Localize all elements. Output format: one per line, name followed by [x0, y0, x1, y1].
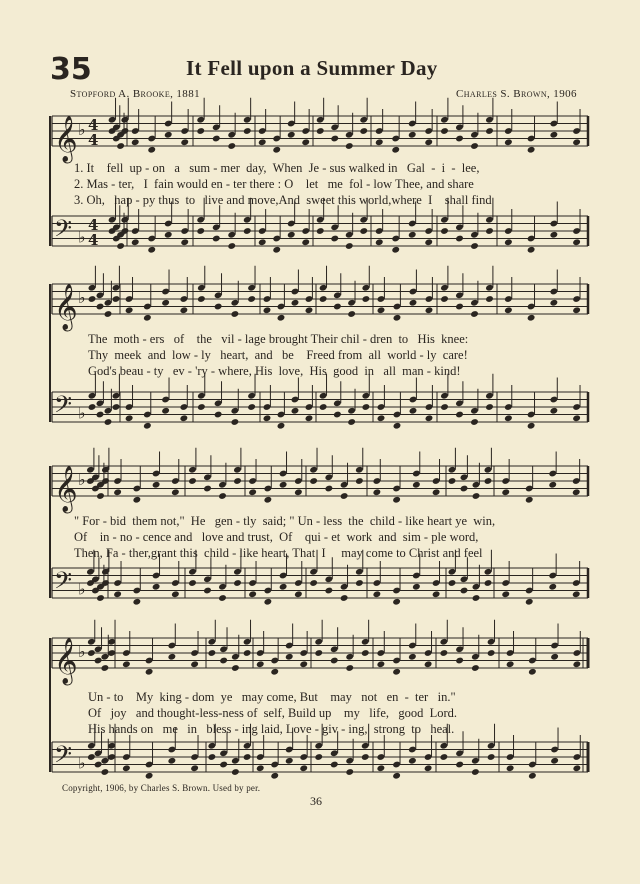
note-head — [455, 411, 464, 419]
note-head — [550, 653, 559, 661]
note-head — [319, 295, 328, 303]
note-head — [171, 488, 180, 496]
flat-sign-icon: ♭ — [78, 470, 86, 489]
flat-sign-icon: ♭ — [78, 227, 86, 247]
note-head — [528, 668, 537, 676]
note-head — [277, 422, 286, 430]
note-head — [247, 403, 256, 411]
note-head — [455, 761, 464, 769]
note-head — [190, 764, 199, 772]
note-head — [572, 414, 581, 422]
note-head — [256, 660, 265, 668]
note-head — [171, 590, 180, 598]
note-head — [301, 238, 310, 246]
note-head — [143, 314, 152, 322]
note-head — [272, 246, 281, 254]
note-head — [196, 127, 205, 135]
note-head — [188, 477, 197, 485]
note-head — [484, 579, 493, 587]
note-head — [131, 138, 140, 146]
note-head — [409, 299, 418, 307]
note-head — [152, 583, 161, 591]
lyric-line: Then, Fa - ther,grant this child - like heart, That I may come to Christ and feel — [74, 546, 483, 560]
composer-credit: Charles S. Brown, 1906 — [456, 88, 577, 100]
note-head — [145, 772, 154, 780]
flat-sign-icon: ♭ — [78, 288, 86, 307]
note-head — [243, 753, 252, 761]
note-head — [504, 238, 513, 246]
note-head — [180, 306, 189, 314]
lyric-line: Thy meek and low - ly heart, and be Freed from all world - ly care! — [88, 348, 468, 362]
time-signature-top: 4 — [88, 116, 99, 134]
note-head — [340, 594, 349, 602]
note-head — [316, 227, 325, 235]
note-head — [425, 306, 434, 314]
note-head — [203, 485, 212, 493]
note-head — [472, 594, 481, 602]
note-head — [487, 753, 496, 761]
note-head — [485, 295, 494, 303]
note-head — [309, 477, 318, 485]
note-head — [227, 142, 236, 150]
note-head — [116, 242, 125, 250]
note-head — [87, 649, 96, 657]
note-head — [180, 414, 189, 422]
note-head — [233, 579, 242, 587]
note-head — [572, 238, 581, 246]
note-head — [214, 411, 223, 419]
note-head — [485, 403, 494, 411]
note-head — [287, 231, 296, 239]
note-head — [188, 579, 197, 587]
note-head — [243, 649, 252, 657]
note-head — [208, 753, 217, 761]
note-head — [325, 587, 334, 595]
note-head — [345, 664, 354, 672]
lyric-line: The moth - ers of the vil - lage brought Their chil - dren to His knee: — [88, 332, 469, 346]
note-head — [377, 764, 386, 772]
note-head — [96, 492, 105, 500]
note-head — [258, 138, 267, 146]
note-head — [94, 657, 103, 665]
note-head — [504, 414, 513, 422]
note-head — [161, 407, 170, 415]
note-head — [96, 594, 105, 602]
note-head — [316, 127, 325, 135]
note-head — [301, 138, 310, 146]
bass-clef-icon: 𝄢 — [54, 214, 73, 248]
note-head — [484, 477, 493, 485]
note-head — [125, 414, 134, 422]
note-head — [248, 488, 257, 496]
note-head — [219, 657, 228, 665]
note-head — [485, 227, 494, 235]
note-head — [448, 579, 457, 587]
bass-clef-icon: 𝄢 — [54, 566, 73, 600]
note-head — [305, 414, 314, 422]
note-head — [345, 142, 354, 150]
note-head — [279, 481, 288, 489]
treble-clef-icon: 𝄞 — [54, 466, 78, 512]
note-head — [133, 598, 142, 606]
note-head — [291, 299, 300, 307]
note-head — [347, 310, 356, 318]
note-head — [409, 407, 418, 415]
note-head — [299, 764, 308, 772]
flat-sign-icon: ♭ — [78, 579, 86, 599]
note-head — [104, 418, 113, 426]
note-head — [424, 238, 433, 246]
note-head — [203, 587, 212, 595]
note-head — [470, 310, 479, 318]
flat-sign-icon: ♭ — [78, 403, 86, 423]
note-head — [527, 314, 536, 322]
note-head — [314, 649, 323, 657]
note-head — [180, 138, 189, 146]
note-head — [270, 668, 279, 676]
hymn-number: 35 — [50, 52, 92, 87]
note-head — [248, 590, 257, 598]
lyric-line: Un - to My king - dom ye may come, But may not en - ter in." — [88, 690, 456, 704]
note-head — [212, 235, 221, 243]
note-head — [299, 660, 308, 668]
note-head — [440, 295, 449, 303]
note-head — [527, 146, 536, 154]
note-head — [345, 242, 354, 250]
note-head — [440, 753, 449, 761]
note-head — [377, 306, 386, 314]
note-head — [432, 488, 441, 496]
note-head — [272, 146, 281, 154]
note-head — [168, 757, 177, 765]
note-head — [96, 411, 105, 419]
note-head — [550, 231, 559, 239]
note-head — [361, 649, 370, 657]
note-head — [550, 299, 559, 307]
note-head — [164, 131, 173, 139]
note-head — [143, 422, 152, 430]
note-head — [340, 492, 349, 500]
note-head — [208, 649, 217, 657]
note-head — [550, 407, 559, 415]
note-head — [212, 135, 221, 143]
note-head — [161, 299, 170, 307]
note-head — [408, 231, 417, 239]
note-head — [548, 481, 557, 489]
note-head — [572, 306, 581, 314]
lyric-line: 3. Oh, hap - py thus to live and move,And sweet this world,where I shall find — [74, 193, 492, 207]
note-head — [197, 403, 206, 411]
note-head — [359, 127, 368, 135]
note-head — [168, 653, 177, 661]
note-head — [362, 295, 371, 303]
note-head — [572, 138, 581, 146]
note-head — [263, 306, 272, 314]
note-head — [506, 660, 515, 668]
note-head — [147, 146, 156, 154]
note-head — [472, 492, 481, 500]
note-head — [214, 303, 223, 311]
note-head — [309, 579, 318, 587]
note-head — [164, 231, 173, 239]
note-head — [392, 668, 401, 676]
note-head — [196, 227, 205, 235]
note-head — [243, 127, 252, 135]
note-head — [440, 649, 449, 657]
note-head — [460, 485, 469, 493]
note-head — [361, 753, 370, 761]
note-head — [231, 664, 240, 672]
note-head — [125, 306, 134, 314]
note-head — [424, 138, 433, 146]
note-head — [377, 414, 386, 422]
lyric-line: God's beau - ty ev - 'ry - where, His love, His good in all man - kind! — [88, 364, 461, 378]
note-head — [471, 664, 480, 672]
note-head — [573, 660, 582, 668]
note-head — [113, 590, 122, 598]
note-head — [333, 411, 342, 419]
note-head — [393, 314, 402, 322]
note-head — [470, 242, 479, 250]
note-head — [330, 657, 339, 665]
note-head — [305, 306, 314, 314]
note-head — [525, 598, 534, 606]
note-head — [285, 757, 294, 765]
note-head — [330, 761, 339, 769]
note-head — [347, 418, 356, 426]
note-head — [122, 660, 131, 668]
note-head — [440, 127, 449, 135]
note-head — [180, 238, 189, 246]
note-head — [88, 403, 97, 411]
note-head — [504, 138, 513, 146]
note-head — [506, 764, 515, 772]
bass-clef-icon: 𝄢 — [54, 740, 73, 774]
note-head — [101, 664, 110, 672]
note-head — [258, 238, 267, 246]
note-head — [333, 303, 342, 311]
note-head — [412, 583, 421, 591]
note-head — [112, 295, 121, 303]
note-head — [227, 242, 236, 250]
note-head — [131, 238, 140, 246]
note-head — [548, 583, 557, 591]
note-head — [330, 235, 339, 243]
bass-clef-icon: 𝄢 — [54, 390, 73, 424]
note-head — [375, 238, 384, 246]
note-head — [504, 306, 513, 314]
note-head — [219, 761, 228, 769]
note-head — [101, 768, 110, 776]
note-head — [263, 414, 272, 422]
note-head — [94, 761, 103, 769]
lyric-line: " For - bid them not," He gen - tly said; " Un - less the child - like heart ye win, — [74, 514, 496, 528]
note-head — [528, 772, 537, 780]
note-head — [440, 403, 449, 411]
note-head — [460, 587, 469, 595]
note-head — [190, 660, 199, 668]
note-head — [113, 488, 122, 496]
flat-sign-icon: ♭ — [78, 753, 86, 773]
note-head — [291, 407, 300, 415]
note-head — [145, 668, 154, 676]
lyric-line: Of in - no - cence and love and trust, Of qui - et work and sim - ple word, — [74, 530, 479, 544]
note-head — [325, 485, 334, 493]
note-head — [455, 235, 464, 243]
note-head — [448, 477, 457, 485]
note-head — [294, 590, 303, 598]
note-head — [104, 310, 113, 318]
note-head — [392, 772, 401, 780]
note-head — [96, 303, 105, 311]
note-head — [355, 477, 364, 485]
time-signature-bottom: 4 — [88, 231, 99, 249]
note-head — [122, 764, 131, 772]
note-head — [88, 295, 97, 303]
note-head — [485, 127, 494, 135]
note-head — [375, 138, 384, 146]
note-head — [470, 142, 479, 150]
note-head — [455, 135, 464, 143]
note-head — [501, 488, 510, 496]
lyric-line: His hands on me in bless - ing laid, Love - giv - ing, strong to heal. — [88, 722, 455, 736]
note-head — [501, 590, 510, 598]
note-head — [412, 481, 421, 489]
note-head — [377, 660, 386, 668]
note-head — [373, 488, 382, 496]
note-head — [550, 131, 559, 139]
note-head — [572, 590, 581, 598]
note-head — [231, 310, 240, 318]
page-number: 36 — [310, 794, 322, 808]
note-head — [243, 227, 252, 235]
note-head — [277, 314, 286, 322]
note-head — [527, 246, 536, 254]
treble-clef-icon: 𝄞 — [54, 284, 78, 330]
note-head — [408, 653, 417, 661]
note-head — [425, 414, 434, 422]
note-head — [455, 303, 464, 311]
note-head — [391, 146, 400, 154]
note-head — [432, 590, 441, 598]
note-head — [279, 583, 288, 591]
note-head — [525, 496, 534, 504]
note-head — [256, 764, 265, 772]
note-head — [294, 488, 303, 496]
note-head — [362, 403, 371, 411]
copyright-notice: Copyright, 1906, by Charles S. Brown. Used by per. — [62, 783, 261, 793]
treble-clef-icon: 𝄞 — [54, 638, 78, 684]
note-head — [87, 753, 96, 761]
note-head — [287, 131, 296, 139]
note-head — [572, 488, 581, 496]
note-head — [573, 764, 582, 772]
note-head — [264, 598, 273, 606]
note-head — [116, 142, 125, 150]
note-head — [218, 492, 227, 500]
treble-clef-icon: 𝄞 — [54, 116, 78, 162]
note-head — [231, 418, 240, 426]
note-head — [440, 227, 449, 235]
note-head — [345, 768, 354, 776]
note-head — [285, 653, 294, 661]
flat-sign-icon: ♭ — [78, 642, 86, 661]
note-head — [112, 403, 121, 411]
note-head — [391, 246, 400, 254]
note-head — [392, 598, 401, 606]
note-head — [355, 579, 364, 587]
note-head — [152, 481, 161, 489]
note-head — [330, 135, 339, 143]
note-head — [218, 594, 227, 602]
note-head — [393, 422, 402, 430]
note-head — [373, 590, 382, 598]
lyric-line: Of joy and thought-less-ness of self, Build up my life, good Lord. — [88, 706, 458, 720]
note-head — [247, 295, 256, 303]
time-signature-bottom: 4 — [88, 131, 99, 149]
note-head — [487, 649, 496, 657]
note-head — [233, 477, 242, 485]
note-head — [471, 768, 480, 776]
note-head — [314, 753, 323, 761]
note-head — [133, 496, 142, 504]
hymn-title: It Fell upon a Summer Day — [186, 56, 438, 80]
note-head — [424, 660, 433, 668]
note-head — [527, 422, 536, 430]
note-head — [319, 403, 328, 411]
note-head — [470, 418, 479, 426]
note-head — [455, 657, 464, 665]
note-head — [147, 246, 156, 254]
note-head — [359, 227, 368, 235]
note-head — [550, 757, 559, 765]
note-head — [408, 757, 417, 765]
flat-sign-icon: ♭ — [78, 120, 86, 139]
lyric-line: 2. Mas - ter, I fain would en - ter there : O let me fol - low Thee, and share — [74, 177, 474, 191]
note-head — [392, 496, 401, 504]
author-credit: Stopford A. Brooke, 1881 — [70, 88, 201, 100]
note-head — [264, 496, 273, 504]
note-head — [408, 131, 417, 139]
lyric-line: 1. It fell up - on a sum - mer day, When Je - sus walked in Gal - i - lee, — [74, 161, 480, 175]
note-head — [424, 764, 433, 772]
note-head — [270, 772, 279, 780]
time-signature-top: 4 — [88, 216, 99, 234]
note-head — [231, 768, 240, 776]
note-head — [197, 295, 206, 303]
